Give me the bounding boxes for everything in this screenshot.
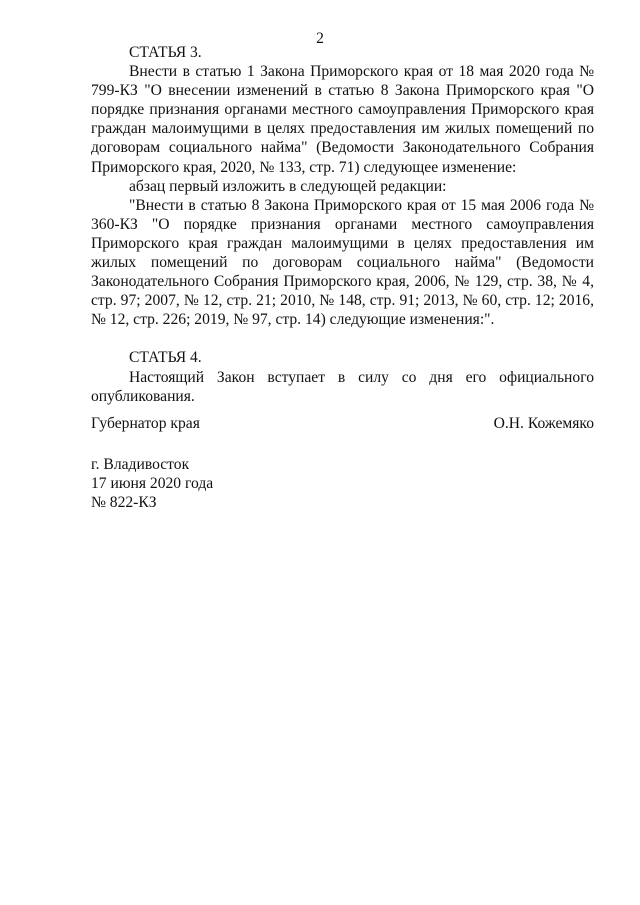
place-date-block <box>91 455 213 512</box>
law-body <box>91 43 594 406</box>
city: г. Владивосток <box>91 456 190 473</box>
spacer <box>91 329 594 348</box>
signatory-name: О.Н. Кожемяко <box>493 415 594 432</box>
law-number: № 822-КЗ <box>91 494 157 512</box>
signatory-title: Губернатор края <box>91 415 200 432</box>
article-3-paragraph-3: "Внести в статью 8 Закона Приморского края от 15 мая 2006 года № 360-КЗ "О порядке признания органами местного самоуправления Приморского края граждан малоимущими в целях предоставления им жилых помещений по договорам социального найма" (Ведомости Законодательного Собрания Приморского края, 2006, № 129, стр. 38, № 4, стр. 97; 2007, № 12, стр. 21; 2010, № 148, стр. 91; 2013, № 60, стр. 12; 2016, № 12, стр. 226; 2019, № 97, стр. 14) следующие изменения:". <box>91 196 594 329</box>
date: 17 июня 2020 года <box>91 475 214 493</box>
article-3-paragraph-1: Внести в статью 1 Закона Приморского края от 18 мая 2020 года № 799-КЗ "О внесении изменений в статью 8 Закона Приморского края "О порядке признания органами местного самоуправления Приморского края граждан малоимущими в целях предоставления им жилых помещений по договорам социального найма" (Ведомости Законодательного Собрания Приморского края, 2020, № 133, стр. 71) следующее изменение: <box>91 63 594 176</box>
article-3-paragraph-2: абзац первый изложить в следующей редакции: <box>129 177 447 195</box>
article-4-paragraph-1: Настоящий Закон вступает в силу со дня его официального опубликования. <box>91 368 594 405</box>
article-4-heading: СТАТЬЯ 4. <box>129 349 202 367</box>
article-3-heading: СТАТЬЯ 3. <box>129 44 202 61</box>
signature-block <box>91 414 594 433</box>
page-number: 2 <box>316 30 324 47</box>
